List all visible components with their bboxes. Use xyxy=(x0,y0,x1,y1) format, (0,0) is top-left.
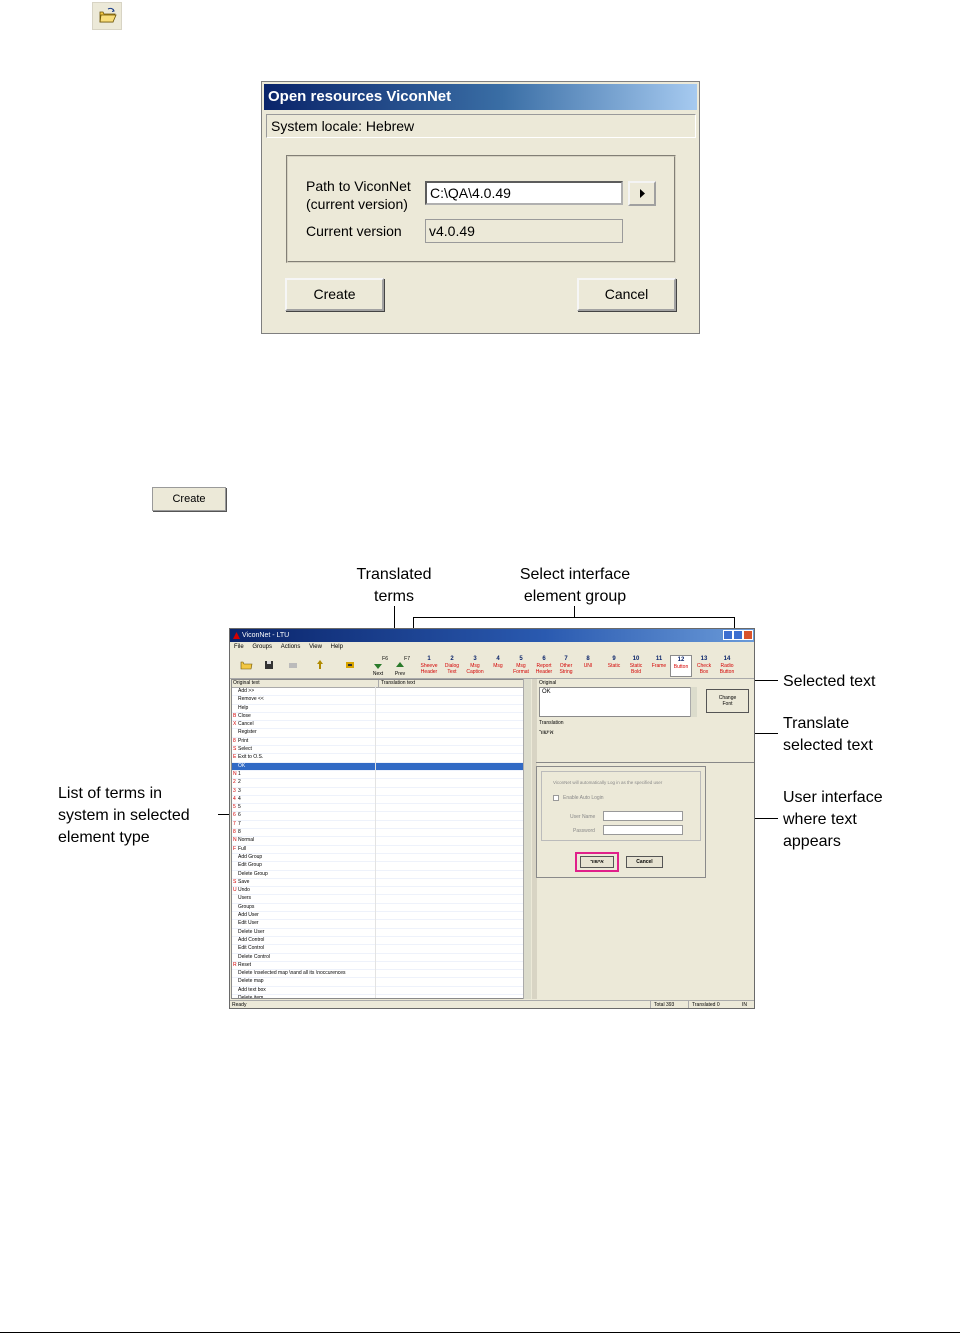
group-text: Msg xyxy=(493,663,503,669)
row-marker: F xyxy=(233,845,237,852)
annotation-select-group xyxy=(505,564,645,608)
browse-button[interactable] xyxy=(628,181,656,206)
status-translated: Translated 0 xyxy=(688,1001,720,1009)
menu-bar xyxy=(230,642,754,653)
toolbar-find-button[interactable] xyxy=(339,656,361,674)
group-5[interactable] xyxy=(510,655,532,677)
row-text: 7 xyxy=(238,820,241,827)
toolbar-save-button[interactable] xyxy=(258,656,280,674)
list-item[interactable] xyxy=(232,729,526,737)
group-6[interactable] xyxy=(533,655,555,677)
annotation-line: Translate xyxy=(783,715,850,732)
row-text: Normal xyxy=(238,837,255,844)
group-text: Frame xyxy=(651,663,667,669)
row-text: Exit to O.S. xyxy=(238,754,264,761)
list-item[interactable] xyxy=(232,771,526,779)
group-num: 1 xyxy=(427,656,431,662)
group-text: Dialog Text xyxy=(444,663,460,675)
toolbar-next-button[interactable] xyxy=(368,656,388,676)
row-text: 8 xyxy=(238,829,241,836)
list-item[interactable] xyxy=(232,871,526,879)
row-marker: X xyxy=(233,721,237,728)
group-num: 13 xyxy=(700,656,708,662)
annotation-line: Translated xyxy=(356,566,432,583)
page-rule xyxy=(0,1332,960,1333)
list-item[interactable] xyxy=(232,962,526,970)
create-button[interactable]: Create xyxy=(285,278,384,311)
auto-login-label: Enable Auto Login xyxy=(563,795,604,801)
row-marker: U xyxy=(233,887,237,894)
row-text: Close xyxy=(238,712,251,719)
row-marker: 5 xyxy=(233,804,236,811)
annotation-line: system in selected xyxy=(58,807,190,824)
prev-label: Prev xyxy=(394,671,406,677)
menu-help[interactable]: Help xyxy=(330,644,343,650)
list-item[interactable] xyxy=(232,970,526,978)
panel-divider xyxy=(536,762,754,763)
group-text: Msg Format xyxy=(513,663,529,675)
column-translation: Translation text xyxy=(381,680,415,686)
group-num: 10 xyxy=(632,656,640,662)
status-total: Total 393 xyxy=(650,1001,674,1009)
list-item[interactable] xyxy=(232,995,526,999)
row-text: 5 xyxy=(238,804,241,811)
row-text: Edit User xyxy=(238,920,259,927)
group-13[interactable] xyxy=(693,655,715,677)
row-marker: S xyxy=(233,878,237,885)
list-item[interactable] xyxy=(232,945,526,953)
group-11[interactable] xyxy=(648,655,670,677)
user-name-input[interactable] xyxy=(603,811,683,821)
list-item[interactable] xyxy=(232,754,526,762)
row-text: Reset xyxy=(238,961,252,968)
preview-ok-highlight xyxy=(575,852,619,872)
group-12[interactable] xyxy=(670,655,692,677)
row-text: Full xyxy=(238,845,247,852)
annotation-line: element type xyxy=(58,829,150,846)
row-text: Delete Control xyxy=(238,953,270,960)
list-item[interactable] xyxy=(232,904,526,912)
row-text: Delete \nselected map \nand all its \noccurences xyxy=(238,970,346,977)
menu-view[interactable]: View xyxy=(309,644,322,650)
row-marker: 7 xyxy=(233,820,236,827)
row-text: Register xyxy=(238,729,257,736)
next-label: Next xyxy=(372,671,384,677)
group-num: 12 xyxy=(677,657,685,663)
annotation-line: selected text xyxy=(783,737,873,754)
list-item[interactable] xyxy=(232,912,526,920)
list-item[interactable] xyxy=(232,929,526,937)
row-marker: N xyxy=(233,770,237,777)
group-1[interactable] xyxy=(418,655,440,677)
row-text: Delete User xyxy=(238,928,265,935)
list-item[interactable] xyxy=(232,887,526,895)
list-item[interactable] xyxy=(232,696,526,704)
row-marker: 2 xyxy=(233,779,236,786)
row-text: Help xyxy=(238,704,249,711)
status-bar xyxy=(230,1000,754,1009)
group-num: 7 xyxy=(564,656,568,662)
row-marker: 6 xyxy=(233,812,236,819)
annotation-translate-selected xyxy=(783,713,873,757)
row-text: Add Group xyxy=(238,853,263,860)
group-9[interactable] xyxy=(603,655,625,677)
row-text: 2 xyxy=(238,779,241,786)
list-item[interactable] xyxy=(232,829,526,837)
row-text: Users xyxy=(238,895,252,902)
open-resources-button[interactable] xyxy=(92,2,122,30)
list-item[interactable] xyxy=(232,987,526,995)
list-item[interactable] xyxy=(232,862,526,870)
group-10[interactable] xyxy=(625,655,647,677)
menu-groups[interactable]: Groups xyxy=(252,644,273,650)
toolbar-print-button[interactable] xyxy=(282,656,304,674)
annotation-selected-text: Selected text xyxy=(783,673,876,690)
preview-note: ViconNet will automatically Log in as the specified user xyxy=(553,780,663,785)
list-item[interactable] xyxy=(232,937,526,945)
change-font-button[interactable] xyxy=(706,689,749,713)
menu-actions[interactable]: Actions xyxy=(280,644,301,650)
group-num: 9 xyxy=(612,656,616,662)
create-button-small[interactable]: Create xyxy=(152,487,226,511)
group-num: 6 xyxy=(542,656,546,662)
row-text: Edit Group xyxy=(238,862,262,869)
row-marker: R xyxy=(233,961,237,968)
arrow-up-icon xyxy=(309,656,331,674)
arrow-down-icon xyxy=(373,662,383,669)
column-original: Original text xyxy=(232,680,379,687)
annotation-line: List of terms in xyxy=(58,785,163,802)
list-item[interactable] xyxy=(232,705,526,713)
row-text: Add >> xyxy=(238,688,255,694)
row-text: Save xyxy=(238,878,250,885)
ui-preview xyxy=(536,766,706,878)
list-item[interactable] xyxy=(232,978,526,986)
row-text: 1 xyxy=(238,770,241,777)
row-text: Add text box xyxy=(238,986,266,993)
row-text: Groups xyxy=(238,903,255,910)
row-marker: 3 xyxy=(233,787,236,794)
group-text: Report Header xyxy=(535,663,553,675)
list-item[interactable] xyxy=(232,713,526,721)
row-text: Add Control xyxy=(238,936,265,943)
group-text: UNI xyxy=(583,663,593,669)
row-text: Remove << xyxy=(238,696,264,703)
group-num: 14 xyxy=(723,656,731,662)
ltu-app-window xyxy=(229,628,755,1009)
group-4[interactable] xyxy=(487,655,509,677)
preview-cancel-button[interactable]: Cancel xyxy=(626,856,663,868)
row-text: Select xyxy=(238,746,252,753)
callout-line xyxy=(574,606,575,618)
terms-list[interactable] xyxy=(231,679,527,999)
row-text: Delete map xyxy=(238,978,264,985)
preview-ok-button[interactable]: אישור xyxy=(580,856,614,868)
list-item[interactable] xyxy=(232,837,526,845)
annotation-line: appears xyxy=(783,833,841,850)
row-text: 3 xyxy=(238,787,241,794)
status-ready: Ready xyxy=(232,1002,247,1008)
save-icon xyxy=(258,656,280,674)
row-marker: N xyxy=(233,837,237,844)
list-item[interactable] xyxy=(232,763,526,771)
toolbar-up-button[interactable] xyxy=(309,656,331,674)
group-text: Button xyxy=(673,664,689,670)
group-num: 8 xyxy=(586,656,590,662)
list-item[interactable] xyxy=(232,738,526,746)
group-num: 5 xyxy=(519,656,523,662)
annotation-user-interface xyxy=(783,787,883,853)
list-header xyxy=(232,680,526,688)
row-marker: 4 xyxy=(233,795,236,802)
list-item[interactable] xyxy=(232,804,526,812)
open-folder-icon xyxy=(235,656,257,674)
arrow-right-icon xyxy=(630,183,654,204)
group-num: 3 xyxy=(473,656,477,662)
open-resources-dialog xyxy=(261,81,700,334)
list-scrollbar[interactable] xyxy=(523,679,531,999)
system-locale: System locale: Hebrew xyxy=(266,114,696,138)
current-version-label: Current version xyxy=(306,223,402,239)
row-marker: 8 xyxy=(233,829,236,836)
group-text: Radio Button xyxy=(719,663,735,675)
prev-key: F7 xyxy=(404,656,410,662)
row-marker: 8 xyxy=(233,737,236,744)
original-label: Original xyxy=(539,680,557,686)
row-text: Delete item xyxy=(238,994,264,999)
status-lang: IN xyxy=(742,1002,747,1008)
arrow-up-icon xyxy=(395,662,405,669)
group-3[interactable] xyxy=(464,655,486,677)
annotation-line: terms xyxy=(374,588,414,605)
group-num: 4 xyxy=(496,656,500,662)
menu-file[interactable]: File xyxy=(234,644,244,650)
path-label: Path to ViconNet xyxy=(306,178,411,194)
group-text: Other String xyxy=(559,663,573,675)
next-key: F6 xyxy=(382,656,388,662)
row-text: Add User xyxy=(238,912,259,919)
list-item[interactable] xyxy=(232,721,526,729)
annotation-translated-terms xyxy=(349,564,439,608)
translation-label: Translation xyxy=(539,720,564,726)
app-logo-icon xyxy=(232,631,241,640)
find-icon xyxy=(339,656,361,674)
group-7[interactable] xyxy=(555,655,577,677)
list-item[interactable] xyxy=(232,846,526,854)
path-input[interactable]: C:\QA\4.0.49 xyxy=(425,181,623,205)
change-font-line: Font xyxy=(722,701,733,707)
cancel-button[interactable]: Cancel xyxy=(577,278,676,311)
list-item[interactable] xyxy=(232,879,526,887)
row-marker: E xyxy=(233,754,237,761)
original-text-box: OK xyxy=(539,687,697,717)
open-folder-icon xyxy=(93,3,121,29)
row-text: Undo xyxy=(238,887,250,894)
current-version-value: v4.0.49 xyxy=(425,219,623,243)
password-input[interactable] xyxy=(603,825,683,835)
list-item[interactable] xyxy=(232,920,526,928)
annotation-line: where text xyxy=(783,811,857,828)
print-icon xyxy=(282,656,304,674)
row-marker: S xyxy=(233,746,237,753)
list-item[interactable] xyxy=(232,796,526,804)
group-text: Check Box xyxy=(696,663,712,675)
list-item[interactable] xyxy=(232,954,526,962)
group-text: Msg Caption xyxy=(466,663,484,675)
row-text: OK xyxy=(238,762,246,769)
user-name-label: User Name xyxy=(570,814,596,820)
row-marker: B xyxy=(233,712,237,719)
path-label-sub: (current version) xyxy=(306,196,408,212)
list-item[interactable] xyxy=(232,779,526,787)
row-text: 4 xyxy=(238,795,241,802)
translation-input[interactable]: אישור xyxy=(539,730,554,736)
annotation-line: User interface xyxy=(783,789,883,806)
toolbar-open-button[interactable] xyxy=(235,656,257,674)
list-item[interactable] xyxy=(232,821,526,829)
list-item[interactable] xyxy=(232,688,526,696)
list-item[interactable] xyxy=(232,854,526,862)
row-text: Delete Group xyxy=(238,870,268,877)
auto-login-checkbox[interactable] xyxy=(553,795,559,801)
app-title: ViconNet - LTU xyxy=(230,629,754,642)
row-text: Cancel xyxy=(238,721,254,728)
original-scrollbar[interactable] xyxy=(690,687,697,717)
terms-rows xyxy=(232,688,526,999)
group-2[interactable] xyxy=(441,655,463,677)
group-num: 2 xyxy=(450,656,454,662)
group-text: Sheeve Header xyxy=(420,663,438,675)
list-item[interactable] xyxy=(232,895,526,903)
group-text: Static xyxy=(607,663,621,669)
maximize-icon[interactable] xyxy=(733,630,743,640)
annotation-line: Select interface xyxy=(519,566,631,583)
toolbar xyxy=(230,653,754,679)
minimize-icon[interactable] xyxy=(723,630,733,640)
annotation-list-of-terms xyxy=(58,783,190,849)
toolbar-prev-button[interactable] xyxy=(390,656,410,676)
column-divider xyxy=(375,686,376,998)
list-item[interactable] xyxy=(232,788,526,796)
dialog-title: Open resources ViconNet xyxy=(264,84,697,110)
group-text: Static Bold xyxy=(629,663,643,675)
group-num: 11 xyxy=(655,656,663,662)
annotation-line: element group xyxy=(523,588,627,605)
row-text: 6 xyxy=(238,812,241,819)
list-item[interactable] xyxy=(232,812,526,820)
group-14[interactable] xyxy=(716,655,738,677)
change-font-line: Change xyxy=(718,695,737,701)
row-text: Edit Control xyxy=(238,945,265,952)
row-text: Print xyxy=(238,737,249,744)
group-8[interactable] xyxy=(577,655,599,677)
password-label: Password xyxy=(573,828,595,834)
close-icon[interactable] xyxy=(743,630,753,640)
list-item[interactable] xyxy=(232,746,526,754)
